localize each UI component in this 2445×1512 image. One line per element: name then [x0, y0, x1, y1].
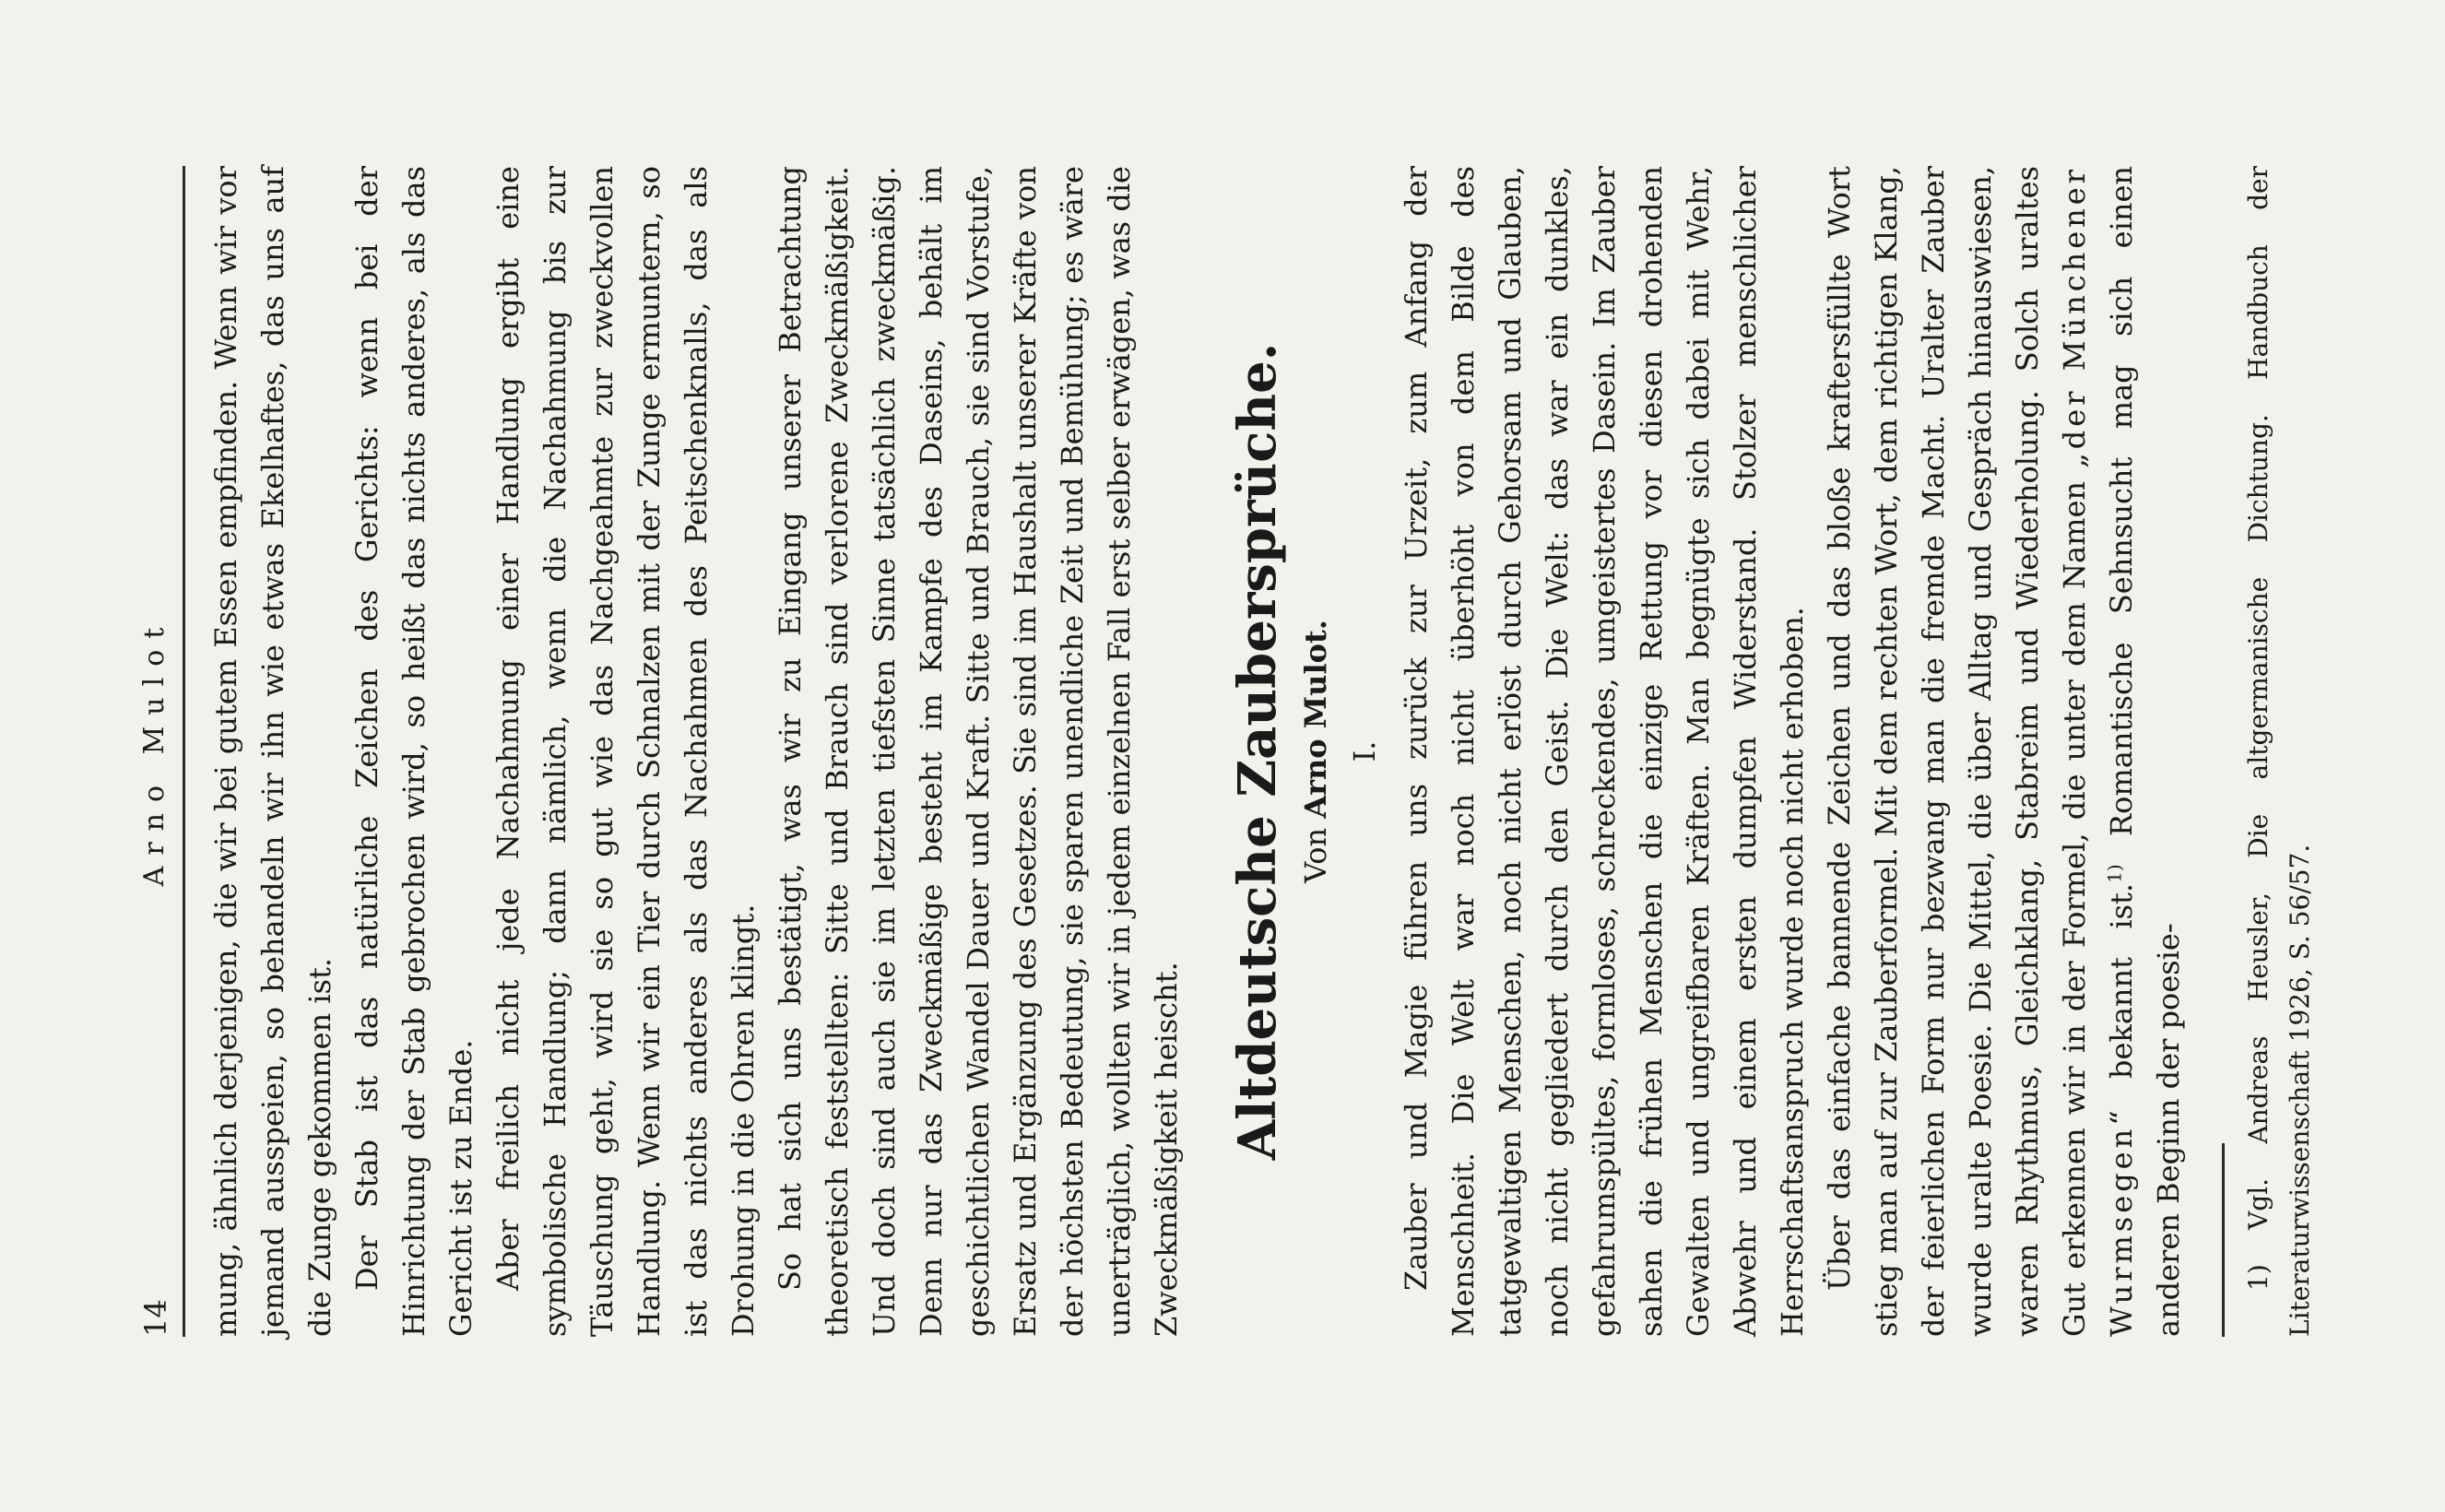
paragraph-sitte-brauch: So hat sich uns bestätigt, was wir zu Eingang unserer Betrachtung theoretisch feststellten: Sitte und Brauch sind verlorene Zweckmäßigkeit. Und doch sind auch sie im letzten tiefsten Sinne tatsächlich zweckmäßig. Denn nur das Zweckmäßige besteht im Kampfe des Daseins, behält im geschichtlichen Wandel Dauer und Kraft. Sitte und Brauch, sie sind Vorstufe, Ersatz und Ergänzung des Gesetzes. Sie sind im Haushalt unserer Kräfte von der höchsten Bedeutung, sie sparen unendliche Zeit und Bemühung; es wäre unerträglich, wollten wir in jedem einzelnen Fall erst selber erwägen, was die Zweckmäßigkeit heischt. — [773, 166, 1184, 1337]
paragraph-zauber-magie: Zauber und Magie führen uns zurück zur Urzeit, zum Anfang der Menschheit. Die Welt war noch nicht überhöht von dem Bilde des tatgewaltigen Menschen, noch nicht erlöst durch Gehorsam und Glauben, noch nicht gegliedert durch den Geist. Die Welt: das war ein dunkles, gefahrumspültes, formloses, schreckendes, umgeistertes Dasein. Im Zauber sahen die frühen Menschen die einzige Rettung vor diesen drohenden Gewalten und ungreifbaren Kräften. Man begnügte sich dabei mit Wehr, Abwehr und einem ersten dumpfen Widerstand. Stolzer menschlicher Herrschaftsanspruch wurde noch nicht erhoben. — [1399, 166, 1810, 1337]
paragraph-zauberformel-end: Romantische Sehnsucht mag sich einen anderen Beginn der poesie- — [2104, 165, 2186, 1337]
byline-prefix: Von — [1298, 827, 1333, 883]
wurmsegen-title: „der Münchener Wurmsegen“ — [2057, 165, 2139, 1337]
paragraph-zauberformel-bekannt: bekannt ist. — [2104, 882, 2139, 1079]
page-body — [203, 166, 2321, 1337]
footnote-text: Vgl. Andreas Heusler, Die altgermanische Dichtung. Handbuch der Literaturwissenschaft 1926, S. 56/57. — [2243, 166, 2315, 1337]
paragraph-nachahmung: Aber freilich nicht jede Nachahmung einer Handlung ergibt eine symbolische Handlung; dann nämlich, wenn die Nachahmung bis zur Täuschung geht, wird sie so gut wie das Nachgeahmte zur zweckvollen Handlung. Wenn wir ein Tier durch Schnalzen mit der Zunge ermuntern, so ist das nichts anderes als das Nachahmen des Peitschenknalls, das als Drohung in die Ohren klingt. — [490, 166, 761, 1337]
page-header — [138, 166, 194, 1337]
footnote-reference: 1) — [2103, 864, 2126, 883]
paragraph-stab: Der Stab ist das natürliche Zeichen des Gerichts: wenn bei der Hinrichtung der Stab gebrochen wird, so heißt das nichts anderes, als das Gericht ist zu Ende. — [349, 166, 478, 1337]
running-head: Arno Mulot — [138, 616, 171, 887]
continuation-paragraph: mung, ähnlich derjenigen, die wir bei gutem Essen empfinden. Wenn wir vor jemand ausspeien, so behandeln wir ihn wie etwas Ekelhaftes, das uns auf die Zunge gekommen ist. — [208, 166, 337, 1337]
paragraph-zauberformel — [1816, 166, 2192, 1337]
header-rule — [183, 166, 185, 1337]
paragraph-zauberformel-text: Über das einfache bannende Zeichen und das bloße kraftersfüllte Wort stieg man auf zur Zauberformel. Mit dem rechten Wort, dem richtigen Klang, der feierlichen Form nur bezwang man die fremde Macht. Uralter Zauber wurde uralte Poesie. Die Mittel, die über Alltag und Gespräch hinauswiesen, waren Rhythmus, Gleichklang, Stabreim und Wiederholung. Solch uraltes Gut erkennen wir in der Formel, die unter dem Namen — [1822, 166, 2092, 1337]
footnote-rule — [2222, 1143, 2225, 1337]
footnote — [2238, 166, 2321, 1337]
article-title: Altdeutsche Zaubersprüche. — [1227, 342, 1288, 1161]
byline — [1295, 166, 1336, 1337]
page-number: 14 — [138, 1299, 173, 1337]
footnote-marker: 1) — [2243, 1264, 2274, 1291]
section-numeral: I. — [1347, 740, 1382, 762]
author-name: Arno Mulot. — [1298, 620, 1333, 819]
